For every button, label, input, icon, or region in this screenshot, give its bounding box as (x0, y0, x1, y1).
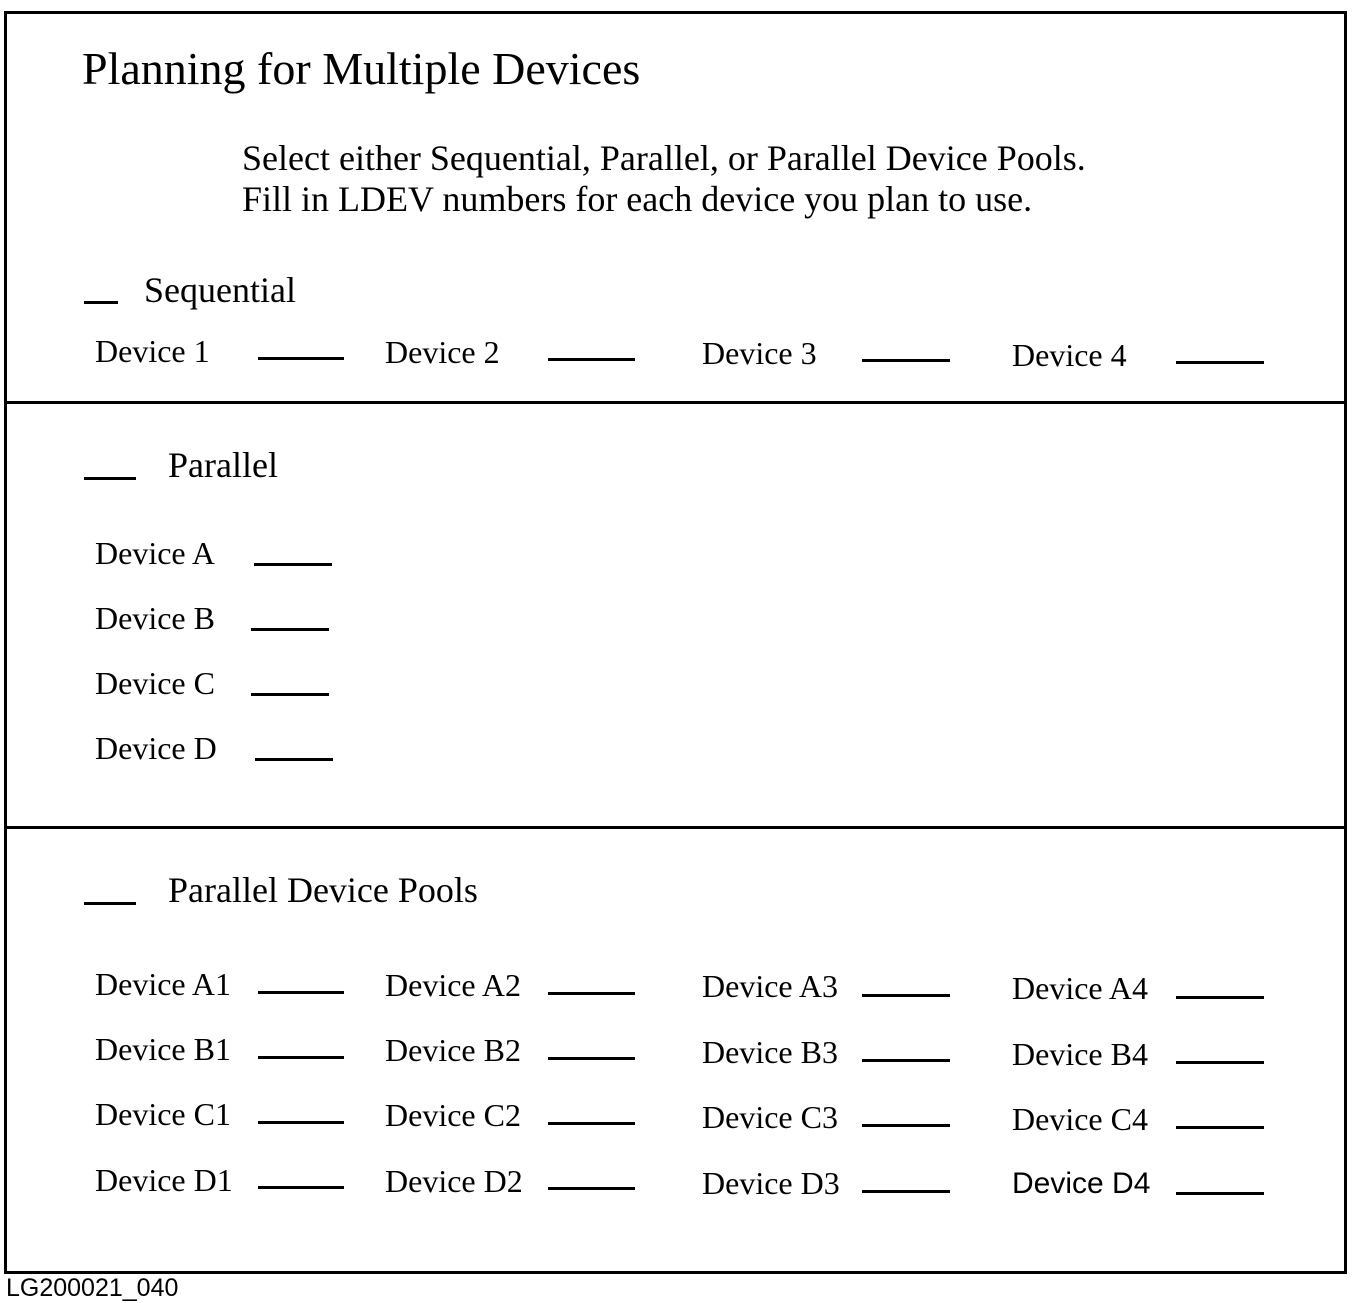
pool-device-d1-label: Device D1 (95, 1162, 233, 1198)
pools-select-blank[interactable] (84, 902, 136, 905)
pool-device-a2-blank[interactable] (548, 992, 635, 995)
sequential-device-2-blank[interactable] (548, 358, 635, 361)
page-title: Planning for Multiple Devices (82, 43, 641, 94)
pool-device-b3-blank[interactable] (862, 1059, 950, 1062)
instruction-line-2: Fill in LDEV numbers for each device you plan to use. (242, 179, 1033, 219)
pool-device-b2-blank[interactable] (548, 1057, 635, 1060)
sequential-device-2-label: Device 2 (385, 334, 500, 370)
pool-device-c4-label: Device C4 (1012, 1101, 1148, 1137)
pool-device-c4-blank[interactable] (1176, 1126, 1264, 1129)
parallel-device-d-blank[interactable] (255, 758, 333, 761)
section-divider-1 (4, 401, 1347, 404)
pool-device-b4-label: Device B4 (1012, 1036, 1148, 1072)
pool-device-d2-label: Device D2 (385, 1163, 523, 1199)
parallel-select-blank[interactable] (84, 477, 136, 480)
pool-device-b4-blank[interactable] (1176, 1061, 1264, 1064)
sequential-device-1-label: Device 1 (95, 333, 210, 369)
sequential-device-1-blank[interactable] (258, 357, 344, 360)
pool-device-d3-blank[interactable] (862, 1190, 950, 1193)
pool-device-c2-label: Device C2 (385, 1097, 521, 1133)
pool-device-b1-label: Device B1 (95, 1031, 231, 1067)
sequential-device-3-blank[interactable] (862, 359, 950, 362)
parallel-device-a-blank[interactable] (254, 563, 332, 566)
section-divider-2 (4, 826, 1347, 829)
pool-device-b3-label: Device B3 (702, 1034, 838, 1070)
pool-device-a3-label: Device A3 (702, 968, 838, 1004)
parallel-device-a-label: Device A (95, 535, 215, 571)
parallel-device-c-blank[interactable] (251, 693, 329, 696)
pools-label: Parallel Device Pools (168, 870, 478, 910)
pool-device-d4-blank[interactable] (1176, 1192, 1264, 1195)
pool-device-a4-label: Device A4 (1012, 970, 1148, 1006)
sequential-device-4-label: Device 4 (1012, 337, 1127, 373)
pool-device-a3-blank[interactable] (862, 994, 950, 997)
pool-device-a4-blank[interactable] (1176, 996, 1264, 999)
pool-device-a2-label: Device A2 (385, 967, 521, 1003)
parallel-device-c-label: Device C (95, 665, 215, 701)
parallel-device-b-label: Device B (95, 600, 215, 636)
pool-device-a1-blank[interactable] (258, 991, 344, 994)
pool-device-d1-blank[interactable] (258, 1186, 344, 1189)
pool-device-d3-label: Device D3 (702, 1165, 840, 1201)
pool-device-d4-label: Device D4 (1012, 1167, 1151, 1200)
parallel-device-b-blank[interactable] (251, 628, 329, 631)
pool-device-b2-label: Device B2 (385, 1032, 521, 1068)
sequential-device-3-label: Device 3 (702, 335, 817, 371)
pool-device-c2-blank[interactable] (548, 1122, 635, 1125)
parallel-label: Parallel (168, 445, 278, 485)
figure-code: LG200021_040 (6, 1274, 179, 1302)
sequential-label: Sequential (144, 270, 296, 310)
pool-device-c3-blank[interactable] (862, 1124, 950, 1127)
parallel-device-d-label: Device D (95, 730, 217, 766)
pool-device-a1-label: Device A1 (95, 966, 231, 1002)
sequential-select-blank[interactable] (84, 301, 118, 304)
pool-device-b1-blank[interactable] (258, 1056, 344, 1059)
pool-device-d2-blank[interactable] (548, 1187, 635, 1190)
pool-device-c1-blank[interactable] (258, 1121, 344, 1124)
pool-device-c3-label: Device C3 (702, 1099, 838, 1135)
instruction-line-1: Select either Sequential, Parallel, or Parallel Device Pools. (242, 138, 1086, 178)
pool-device-c1-label: Device C1 (95, 1096, 231, 1132)
sequential-device-4-blank[interactable] (1176, 361, 1264, 364)
